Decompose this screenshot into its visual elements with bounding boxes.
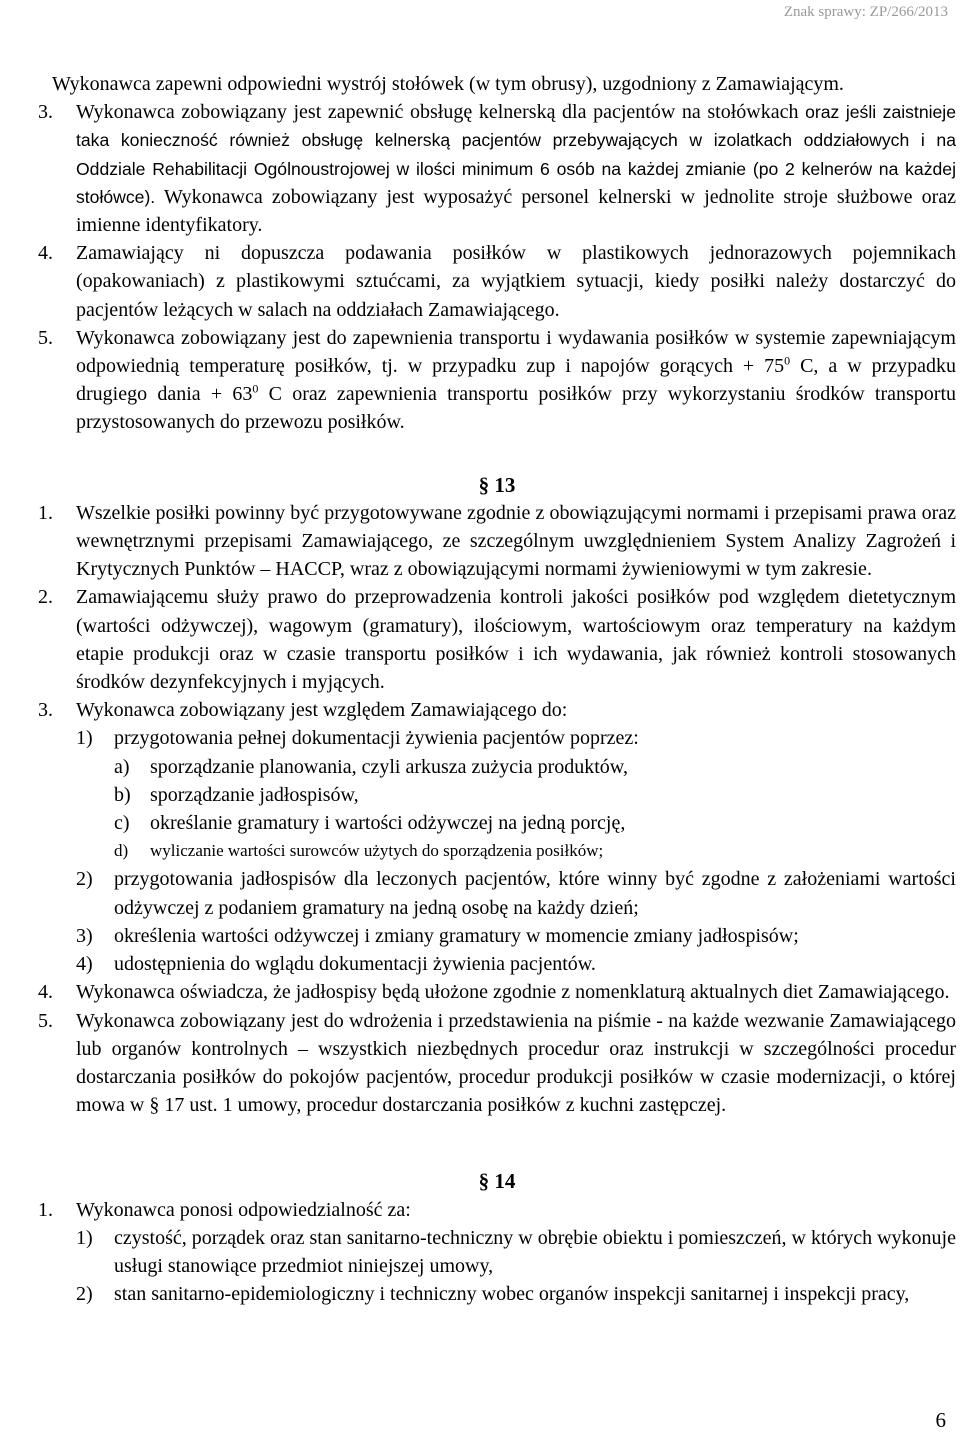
item-number: 4)	[76, 953, 93, 976]
s13-subitem-c	[38, 809, 956, 837]
paragraph-text: Wykonawca ponosi odpowiedzialność za:	[76, 1198, 411, 1221]
paragraph-text: Wykonawca oświadcza, że jadłospisy będą ułożone zgodnie z nomenklaturą aktualnych diet Zamawiającego.	[76, 981, 950, 1004]
s13-paragraph-1	[38, 499, 956, 584]
paragraph-number: 4.	[38, 981, 53, 1004]
s13-item-2	[38, 865, 956, 921]
item-text: przygotowania jadłospisów dla leczonych pacjentów, które winny być zgodne z założeniami wartości odżywczej z podaniem gramatury na jedną osobę na każdy dzień;	[114, 868, 956, 919]
section-heading-14: § 14	[478, 1169, 516, 1194]
s13-item-1	[38, 724, 956, 752]
paragraph-text: Zamawiający ni dopuszcza podawania posiłków w plastikowych jednorazowych pojemnikach (opakowaniach) z plastikowymi sztućcami, za wyjątkiem sytuacji, kiedy posiłki należy dostarczyć do pacjentów leżących w salach na oddziałach Zamawiającego.	[76, 242, 956, 321]
section-heading-13: § 13	[478, 472, 516, 497]
paragraph-5	[38, 324, 956, 437]
paragraph-text: C, a w przypadku drugiego dania + 63	[76, 355, 957, 406]
case-number: Znak sprawy: ZP/266/2013	[783, 4, 948, 20]
item-number: 3)	[76, 924, 93, 947]
paragraph-text: Wykonawca zobowiązany jest względem Zamawiającego do:	[76, 699, 568, 722]
item-text: czystość, porządek oraz stan sanitarno-techniczny w obrębie obiektu i pomieszczeń, w których wykonuje usługi stanowiące przedmiot niniejszej umowy,	[114, 1226, 956, 1277]
subitem-text: określanie gramatury i wartości odżywczej na jedną porcję,	[150, 812, 626, 835]
paragraph-text: Wykonawca zobowiązany jest do zapewnienia transportu i wydawania posiłków w systemie zapewniającym odpowiednią temperaturę posiłków, tj. w przypadku zup i napojów gorących + 75	[76, 326, 956, 378]
s13-subitem-d	[38, 837, 956, 865]
item-number: 1)	[76, 727, 93, 750]
paragraph-number: 5.	[38, 1009, 53, 1032]
subitem-letter: a)	[114, 755, 130, 778]
paragraph-number: 5.	[38, 326, 53, 349]
s14-item-2	[38, 1280, 956, 1308]
item-text: stan sanitarno-epidemiologiczny i techniczny wobec organów inspekcji sanitarnej i inspekcji pracy,	[114, 1283, 910, 1306]
paragraph-number: 2.	[38, 586, 53, 609]
paragraph-text: Wszelkie posiłki powinny być przygotowywane zgodnie z obowiązującymi normami i przepisami prawa oraz wewnętrznymi przepisami Zamawiającego, ze szczególnym uwzględnieniem System Analizy Zagrożeń i Krytycznych Punktów – HACCP, wraz z obowiązującymi normami żywieniowymi w tym zakresie.	[76, 501, 956, 581]
s14-item-1	[38, 1224, 956, 1280]
subitem-text: sporządzanie planowania, czyli arkusza zużycia produktów,	[150, 755, 628, 778]
paragraph-number: 3.	[38, 699, 53, 722]
paragraph-number: 4.	[38, 242, 53, 265]
s13-paragraph-4	[38, 978, 956, 1006]
paragraph-number: 1.	[38, 1198, 53, 1221]
s13-item-4	[38, 950, 956, 978]
s13-paragraph-2	[38, 583, 956, 696]
paragraph-3	[38, 98, 956, 239]
item-number: 2)	[76, 868, 93, 891]
page-number: 6	[935, 1408, 946, 1432]
paragraph-number: 3.	[38, 101, 53, 124]
paragraph-4	[38, 239, 956, 324]
s13-paragraph-3	[38, 696, 956, 724]
degree-sup: 0	[252, 381, 259, 396]
item-number: 2)	[76, 1283, 93, 1306]
item-text: udostępnienia do wglądu dokumentacji żywienia pacjentów.	[114, 953, 596, 976]
paragraph-text-sans: oraz jeśli zaistnieje taka konieczność również obsługę kelnerską pacjentów przebywających w izolatkach oddziałowych i na Oddziale Rehabilitacji Ogólnoustrojowej w ilości minimum 6 osób na każdej zmianie (po 2 kelnerów na każdej stołówce).	[76, 102, 956, 207]
subitem-letter: c)	[114, 812, 130, 835]
document-body	[38, 70, 956, 1308]
item-text: przygotowania pełnej dokumentacji żywienia pacjentów poprzez:	[114, 727, 639, 750]
paragraph-text: C oraz zapewnienia transportu posiłków przy wykorzystaniu środków transportu przystosowanych do przewozu posiłków.	[76, 383, 957, 434]
s13-subitem-a	[38, 753, 956, 781]
subitem-letter: d)	[114, 841, 129, 861]
s13-subitem-b	[38, 781, 956, 809]
subitem-text: sporządzanie jadłospisów,	[150, 783, 359, 806]
subitem-text: wyliczanie wartości surowców użytych do sporządzenia posiłków;	[150, 841, 604, 861]
paragraph-text: Wykonawca zobowiązany jest zapewnić obsługę kelnerską dla pacjentów na stołówkach	[76, 101, 806, 124]
intro-paragraph: Wykonawca zapewni odpowiedni wystrój stołówek (w tym obrusy), uzgodniony z Zamawiającym.	[52, 73, 844, 95]
item-number: 1)	[76, 1226, 93, 1249]
s13-item-3	[38, 922, 956, 950]
paragraph-text: Wykonawca zobowiązany jest do wdrożenia i przedstawienia na piśmie - na każde wezwanie Zamawiającego lub organów kontrolnych – wszystkich niezbędnych procedur oraz instrukcji w szczególności procedur dostarczania posiłków do pokojów pacjentów, procedur produkcji posiłków w czasie modernizacji, o której mowa w § 17 ust. 1 umowy, procedur dostarczania posiłków z kuchni zastępczej.	[76, 1009, 956, 1117]
degree-sup: 0	[784, 353, 791, 368]
item-text: określenia wartości odżywczej i zmiany gramatury w momencie zmiany jadłospisów;	[114, 924, 799, 947]
paragraph-number: 1.	[38, 501, 53, 524]
subitem-letter: b)	[114, 783, 131, 806]
s14-paragraph-1	[38, 1196, 956, 1224]
paragraph-text-rest: Wykonawca zobowiązany jest wyposażyć personel kelnerski w jednolite stroje służbowe oraz imienne identyfikatory.	[76, 185, 956, 237]
paragraph-text: Zamawiającemu służy prawo do przeprowadzenia kontroli jakości posiłków pod względem dietetycznym (wartości odżywczej), wagowym (gramatury), ilościowym, wartościowym oraz temperatury na każdym etapie produkcji oraz w czasie transportu posiłków i ich wydawania, jak również kontroli stosowanych środków dezynfekcyjnych i myjących.	[76, 586, 956, 694]
s13-paragraph-5	[38, 1007, 956, 1120]
